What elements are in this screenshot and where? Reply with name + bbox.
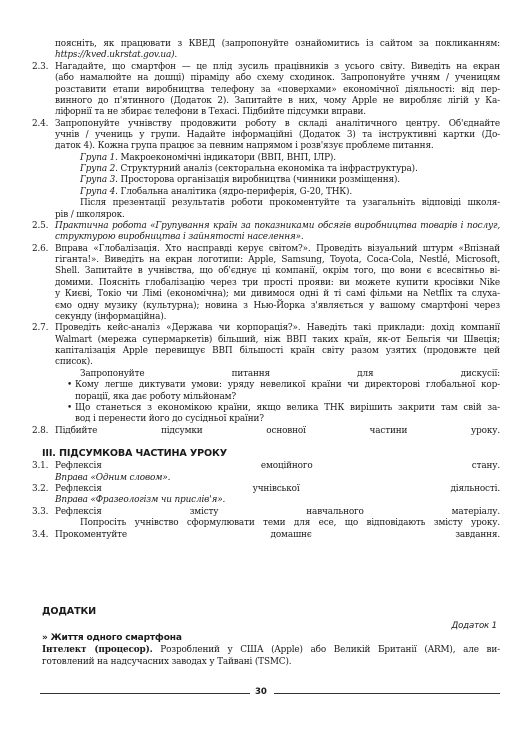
line-text [80,164,418,175]
text-line [0,369,521,380]
item-number: 3.2. [32,484,49,495]
line-text: учнів / учениць у групи. Надайте інформаційні (Додаток 3) та інструктивні картки (До- [55,130,500,140]
line-text: секунду (інформаційна). [55,311,167,322]
text-line [0,278,521,289]
line-text: Запропонуйте питання для дискусії: [80,368,500,379]
item-number: 3.3. [32,506,49,517]
line-text: Попросіть учнівство сформулювати теми для есе, що відповідають змісту уроку. [80,518,500,529]
text-line [0,153,521,164]
line-text: Практична робота «Групування країн за показниками обсягів виробництва товарів і послуг, [55,220,500,231]
line-text: Прокоментуйте домашнє завдання. [55,529,500,540]
text-line [0,357,521,368]
line-text: домими. Поясніть глобалізацію через три прості прояви: ви можете купити кросівки Nike [55,277,500,288]
appendix-title: ДОДАТКИ [42,606,97,617]
item-number: 2.8. [32,425,49,436]
text-line [0,289,521,300]
text-line [0,426,521,437]
section-title: Життя одного смартфона [50,633,182,643]
group-text: Структурний аналіз (секторальна економіка та інфраструктура). [117,164,418,175]
group-text: Глобальна аналітика (ядро-периферія, G-20, ТНК). [117,186,353,197]
intellect-text-1: Розроблений у США (Apple) або Великій Британії (ARM), але ви- [152,645,500,655]
line-text: Walmart (мережа супермаркетів) більший, ніж ВВП таких країн, як-от Бельгія чи Швеція; [55,334,500,345]
section-heading: III. ПІДСУМКОВА ЧАСТИНА УРОКУ [42,448,227,459]
line-text: Shell. Запитайте в учнівства, що об'єднує ці компанії, окрім того, що вони є всесвітньо ві- [55,266,500,277]
line-text: поясніть, як працювати з КВЕД (запропонуйте ознайомитись із сайтом за покликанням: [55,39,500,49]
line-text [80,175,400,186]
text-line [0,164,521,175]
line-text: (або намалюйте на дошці) піраміду або схему сходинок. Запропонуйте учням / ученицям [55,73,500,84]
line-text: Вправа «Фразеологізм чи прислів'я». [55,495,226,506]
line-text: ліфорнії та не збирає телефони в Техасі. Підбийте підсумки вправи. [55,107,366,118]
text-line [0,141,521,152]
line-text: рів / школярок. [55,209,125,220]
text-line [0,85,521,96]
item-number: 2.5. [32,220,49,231]
line-text: Після презентації результатів роботи прокоментуйте та узагальніть відповіді школя- [80,198,500,209]
line-text: https://kved.ukrstat.gov.ua). [55,50,178,61]
line-text: ємо одну музику (культурна); новина з Нью-Йорка з'являється у вашому смартфоні через [55,300,500,311]
line-text: Рефлексія учнівської діяльності. [55,484,500,495]
line-text: у Києві, Токіо чи Лімі (економічна); ми дивимося одні й ті самі фільми на Netflix та слуха- [55,289,500,300]
line-text: даток 4). Кожна група працює за певним напрямом і розв'язує проблеме питання. [55,141,434,152]
text-line [0,221,521,232]
line-text: капіталізація Apple перевищує ВВП більшості країн світу разом узятих (продовжте цей [55,346,500,356]
line-text: список). [55,357,93,368]
text-line [0,461,521,472]
footer-rule-right [274,693,500,694]
line-text: Кому легше диктувати умови: уряду невеликої країни чи директорові глобальної кор- [75,380,500,391]
text-line [0,446,521,457]
line-text: Що станеться з економікою країни, якщо велика ТНК вирішить закрити там свій за- [75,402,500,413]
text-line [0,175,521,186]
group-label: Група 2. [80,164,118,175]
text-line [0,473,521,484]
intellect-paragraph-line-1 [42,645,500,656]
line-text [80,153,336,164]
text-line [0,244,521,255]
item-number: 2.4. [32,118,49,129]
text-line [0,107,521,118]
appendix-label: Додаток 1 [451,621,497,631]
intellect-label: Інтелект (процесор). [42,645,153,655]
text-line [0,119,521,130]
group-label: Група 3. [80,175,118,186]
text-line [0,414,521,425]
arrow-icon: » [42,633,48,643]
group-label: Група 4. [80,186,118,197]
text-line [0,392,521,403]
item-number: 2.3. [32,61,49,72]
smartphone-section-heading [42,633,182,644]
item-number: 2.7. [32,323,49,334]
line-text: структурою виробництва і зайнятості населення». [55,232,304,243]
text-line [0,96,521,107]
text-line [0,323,521,334]
text-line [0,73,521,84]
text-line [0,50,521,61]
line-text: розставити етапи виробництва телефону за «поверхами» економічної діяльності: від пер- [55,84,500,95]
line-text: Нагадайте, що смартфон — це плід зусиль працівників з усього світу. Виведіть на екран [55,61,500,72]
line-text: Рефлексія змісту навчального матеріалу. [55,506,500,517]
footer-rule-left [40,693,250,694]
page-number: 30 [255,687,267,697]
text-line [0,232,521,243]
bullet-icon: • [67,380,73,391]
line-text: вод і перенести його до сусідньої країни? [75,414,264,425]
text-line [0,198,521,209]
line-text [80,187,352,198]
text-line [0,312,521,323]
text-line [0,495,521,506]
group-label: Група 1. [80,152,118,163]
item-number: 2.6. [32,243,49,254]
line-text: Рефлексія емоційного стану. [55,461,500,472]
text-line [0,518,521,529]
line-text: Запропонуйте учнівству продовжити роботу в складі аналітичного центру. Об'єднайте [55,118,500,129]
line-text: гіганта!». Виведіть на екран логотипи: Apple, Samsung, Toyota, Coca-Cola, Nestlé, Microsoft, [55,255,500,265]
line-text: Проведіть кейс-аналіз «Держава чи корпорація?». Наведіть такі приклади: дохід компанії [55,323,500,334]
bullet-icon: • [67,402,73,413]
text-line [0,403,521,414]
text-line [0,335,521,346]
intellect-paragraph-line-2: готовлений на надсучасних заводах у Тайвані (TSMC). [42,657,292,667]
text-line [0,210,521,221]
text-line [0,266,521,277]
line-text: Вправа «Глобалізація. Хто насправді керує світом?». Проведіть візуальний штурм «Впізнай [55,243,500,254]
item-number: 3.4. [32,529,49,540]
item-number: 3.1. [32,461,49,472]
text-line [0,301,521,312]
line-text: порації, яка дає роботу мільйонам? [75,391,236,402]
text-line [0,187,521,198]
text-line [0,39,521,50]
text-line [0,62,521,73]
text-line [0,380,521,391]
group-text: Макроекономічні індикатори (ВВП, ВНП, ІЛР). [117,152,336,163]
text-line [0,530,521,541]
text-line [0,484,521,495]
line-text: винного до п'ятинного (Додаток 2). Запитайте в них, чому Apple не виробляє лігій у Ка- [55,95,500,106]
line-text: Вправа «Одним словом». [55,472,171,483]
text-line [0,255,521,266]
text-line [0,130,521,141]
group-text: Просторова організація виробництва (чинники розміщення). [117,175,400,186]
text-line [0,507,521,518]
text-line [0,346,521,357]
line-text: Підбийте підсумки основної частини уроку. [55,425,500,436]
